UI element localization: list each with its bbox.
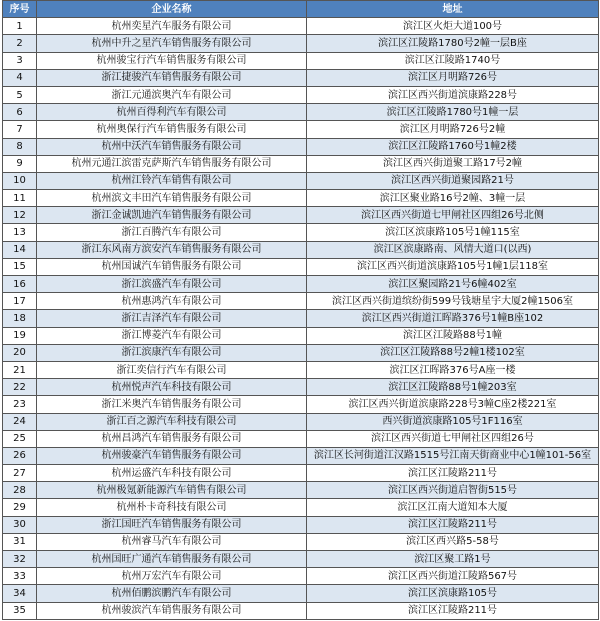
table-row (3, 190, 599, 207)
table-row (3, 361, 599, 378)
cell-name: 杭州悦声汽车科技有限公司 (37, 379, 307, 396)
table-row (3, 155, 599, 172)
cell-address: 滨江区西兴街道江陵路567号 (307, 568, 599, 585)
cell-no: 23 (3, 396, 37, 413)
cell-name: 杭州骏豪汽车销售服务有限公司 (37, 447, 307, 464)
cell-no: 9 (3, 155, 37, 172)
cell-name: 杭州睿马汽车有限公司 (37, 533, 307, 550)
cell-no: 28 (3, 482, 37, 499)
cell-no: 5 (3, 86, 37, 103)
table-row (3, 104, 599, 121)
cell-address: 滨江区聚业路16号2幢、3幢一层 (307, 190, 599, 207)
table-row (3, 568, 599, 585)
table-row (3, 276, 599, 293)
cell-name: 杭州运盛汽车科技有限公司 (37, 465, 307, 482)
cell-address: 滨江区滨康路105号1幢115室 (307, 224, 599, 241)
cell-name: 浙江吉泽汽车有限公司 (37, 310, 307, 327)
cell-name: 杭州骏滨汽车销售服务有限公司 (37, 602, 307, 619)
cell-name: 杭州极氪新能源汽车销售有限公司 (37, 482, 307, 499)
table-row (3, 172, 599, 189)
cell-no: 20 (3, 344, 37, 361)
cell-name: 浙江米奥汽车销售服务有限公司 (37, 396, 307, 413)
cell-no: 13 (3, 224, 37, 241)
cell-no: 7 (3, 121, 37, 138)
cell-no: 15 (3, 258, 37, 275)
table-row (3, 35, 599, 52)
cell-no: 32 (3, 551, 37, 568)
table-row (3, 86, 599, 103)
header-address: 地址 (307, 1, 599, 18)
cell-name: 杭州江铃汽车销售有限公司 (37, 172, 307, 189)
table-row (3, 207, 599, 224)
table-row (3, 224, 599, 241)
cell-no: 16 (3, 276, 37, 293)
cell-name: 浙江金诚凯迪汽车销售服务有限公司 (37, 207, 307, 224)
table-row (3, 241, 599, 258)
table-header-row (3, 1, 599, 18)
cell-address: 滨江区聚工路1号 (307, 551, 599, 568)
cell-no: 29 (3, 499, 37, 516)
cell-no: 30 (3, 516, 37, 533)
cell-name: 杭州朴卡奇科技有限公司 (37, 499, 307, 516)
cell-name: 浙江百腾汽车有限公司 (37, 224, 307, 241)
cell-no: 33 (3, 568, 37, 585)
cell-address: 滨江区西兴街道滨康路228号3幢C座2楼221室 (307, 396, 599, 413)
cell-no: 26 (3, 447, 37, 464)
cell-name: 杭州中沃汽车销售服务有限公司 (37, 138, 307, 155)
cell-address: 滨江区江南大道知本大厦 (307, 499, 599, 516)
cell-name: 杭州中升之星汽车销售服务有限公司 (37, 35, 307, 52)
cell-no: 17 (3, 293, 37, 310)
cell-address: 滨江区江陵路88号1幢 (307, 327, 599, 344)
cell-no: 22 (3, 379, 37, 396)
cell-name: 浙江捷骏汽车销售服务有限公司 (37, 69, 307, 86)
table-row (3, 379, 599, 396)
cell-name: 杭州佰鹏滨鹏汽车有限公司 (37, 585, 307, 602)
table-row (3, 551, 599, 568)
cell-name: 杭州万宏汽车有限公司 (37, 568, 307, 585)
table-row (3, 138, 599, 155)
cell-address: 滨江区月明路726号 (307, 69, 599, 86)
cell-name: 浙江奕信行汽车有限公司 (37, 361, 307, 378)
cell-address: 西兴街道滨康路105号1F116室 (307, 413, 599, 430)
cell-no: 27 (3, 465, 37, 482)
cell-no: 8 (3, 138, 37, 155)
cell-no: 11 (3, 190, 37, 207)
table-row (3, 293, 599, 310)
table-row (3, 310, 599, 327)
enterprise-table (2, 0, 599, 620)
cell-name: 杭州奕星汽车服务有限公司 (37, 18, 307, 35)
cell-address: 滨江区西兴街道启智街515号 (307, 482, 599, 499)
cell-no: 4 (3, 69, 37, 86)
cell-no: 10 (3, 172, 37, 189)
table-row (3, 533, 599, 550)
cell-no: 31 (3, 533, 37, 550)
cell-name: 杭州奥保行汽车销售服务有限公司 (37, 121, 307, 138)
cell-name: 浙江元通滨奥汽车有限公司 (37, 86, 307, 103)
cell-no: 35 (3, 602, 37, 619)
cell-address: 滨江区火炬大道100号 (307, 18, 599, 35)
cell-address: 滨江区西兴街道江晖路376号1幢B座102 (307, 310, 599, 327)
cell-address: 滨江区长河街道江汉路1515号江南天街商业中心1幢101-56室 (307, 447, 599, 464)
cell-address: 滨江区江陵路211号 (307, 516, 599, 533)
table-row (3, 327, 599, 344)
cell-name: 杭州骏宝行汽车销售服务有限公司 (37, 52, 307, 69)
cell-address: 滨江区江陵路211号 (307, 602, 599, 619)
table-row (3, 465, 599, 482)
table-row (3, 52, 599, 69)
table-row (3, 499, 599, 516)
cell-name: 浙江百之源汽车科技有限公司 (37, 413, 307, 430)
cell-address: 滨江区滨康路105号 (307, 585, 599, 602)
cell-address: 滨江区江晖路376号A座一楼 (307, 361, 599, 378)
cell-address: 滨江区西兴街道聚园路21号 (307, 172, 599, 189)
cell-address: 滨江区西兴街道聚工路17号2幢 (307, 155, 599, 172)
table-row (3, 258, 599, 275)
cell-name: 杭州惠鸿汽车有限公司 (37, 293, 307, 310)
cell-address: 滨江区江陵路1740号 (307, 52, 599, 69)
table-row (3, 396, 599, 413)
table-row (3, 18, 599, 35)
table-row (3, 585, 599, 602)
cell-name: 杭州昌鸿汽车销售服务有限公司 (37, 430, 307, 447)
table-row (3, 430, 599, 447)
cell-no: 6 (3, 104, 37, 121)
cell-no: 34 (3, 585, 37, 602)
cell-name: 杭州滨文丰田汽车销售服务有限公司 (37, 190, 307, 207)
cell-name: 杭州百得利汽车有限公司 (37, 104, 307, 121)
cell-address: 滨江区滨康路南、风情大道口(以西) (307, 241, 599, 258)
cell-name: 浙江滨康汽车有限公司 (37, 344, 307, 361)
table-row (3, 447, 599, 464)
header-no: 序号 (3, 1, 37, 18)
cell-address: 滨江区江陵路211号 (307, 465, 599, 482)
table-row (3, 602, 599, 619)
cell-no: 18 (3, 310, 37, 327)
cell-name: 杭州元通江滨雷克萨斯汽车销售服务有限公司 (37, 155, 307, 172)
cell-no: 14 (3, 241, 37, 258)
cell-address: 滨江区聚园路21号6幢402室 (307, 276, 599, 293)
cell-no: 19 (3, 327, 37, 344)
table-row (3, 69, 599, 86)
table-row (3, 121, 599, 138)
cell-address: 滨江区江陵路1780号2幢一层B座 (307, 35, 599, 52)
table-row (3, 516, 599, 533)
cell-address: 滨江区西兴街道七甲闸社区四组26号 (307, 430, 599, 447)
table-row (3, 413, 599, 430)
cell-address: 滨江区西兴街道缤纷街599号钱塘星宇大厦2幢1506室 (307, 293, 599, 310)
cell-no: 1 (3, 18, 37, 35)
cell-no: 25 (3, 430, 37, 447)
cell-no: 12 (3, 207, 37, 224)
cell-address: 滨江区西兴街道滨康路228号 (307, 86, 599, 103)
cell-no: 2 (3, 35, 37, 52)
cell-address: 滨江区西兴街道七甲闸社区四组26号北侧 (307, 207, 599, 224)
cell-name: 杭州国旺广通汽车销售服务有限公司 (37, 551, 307, 568)
cell-address: 滨江区江陵路88号1幢203室 (307, 379, 599, 396)
cell-name: 杭州国诚汽车销售服务有限公司 (37, 258, 307, 275)
cell-address: 滨江区江陵路88号2幢1楼102室 (307, 344, 599, 361)
cell-name: 浙江东风南方滨安汽车销售服务有限公司 (37, 241, 307, 258)
cell-address: 滨江区江陵路1780号1幢一层 (307, 104, 599, 121)
cell-address: 滨江区西兴路5-58号 (307, 533, 599, 550)
cell-name: 浙江国旺汽车销售服务有限公司 (37, 516, 307, 533)
cell-no: 3 (3, 52, 37, 69)
table-row (3, 344, 599, 361)
cell-address: 滨江区西兴街道滨康路105号1幢1层118室 (307, 258, 599, 275)
header-name: 企业名称 (37, 1, 307, 18)
cell-address: 滨江区江陵路1760号1幢2楼 (307, 138, 599, 155)
cell-no: 21 (3, 361, 37, 378)
cell-name: 浙江滨盛汽车有限公司 (37, 276, 307, 293)
cell-no: 24 (3, 413, 37, 430)
table-row (3, 482, 599, 499)
cell-name: 浙江博菱汽车有限公司 (37, 327, 307, 344)
cell-address: 滨江区月明路726号2幢 (307, 121, 599, 138)
